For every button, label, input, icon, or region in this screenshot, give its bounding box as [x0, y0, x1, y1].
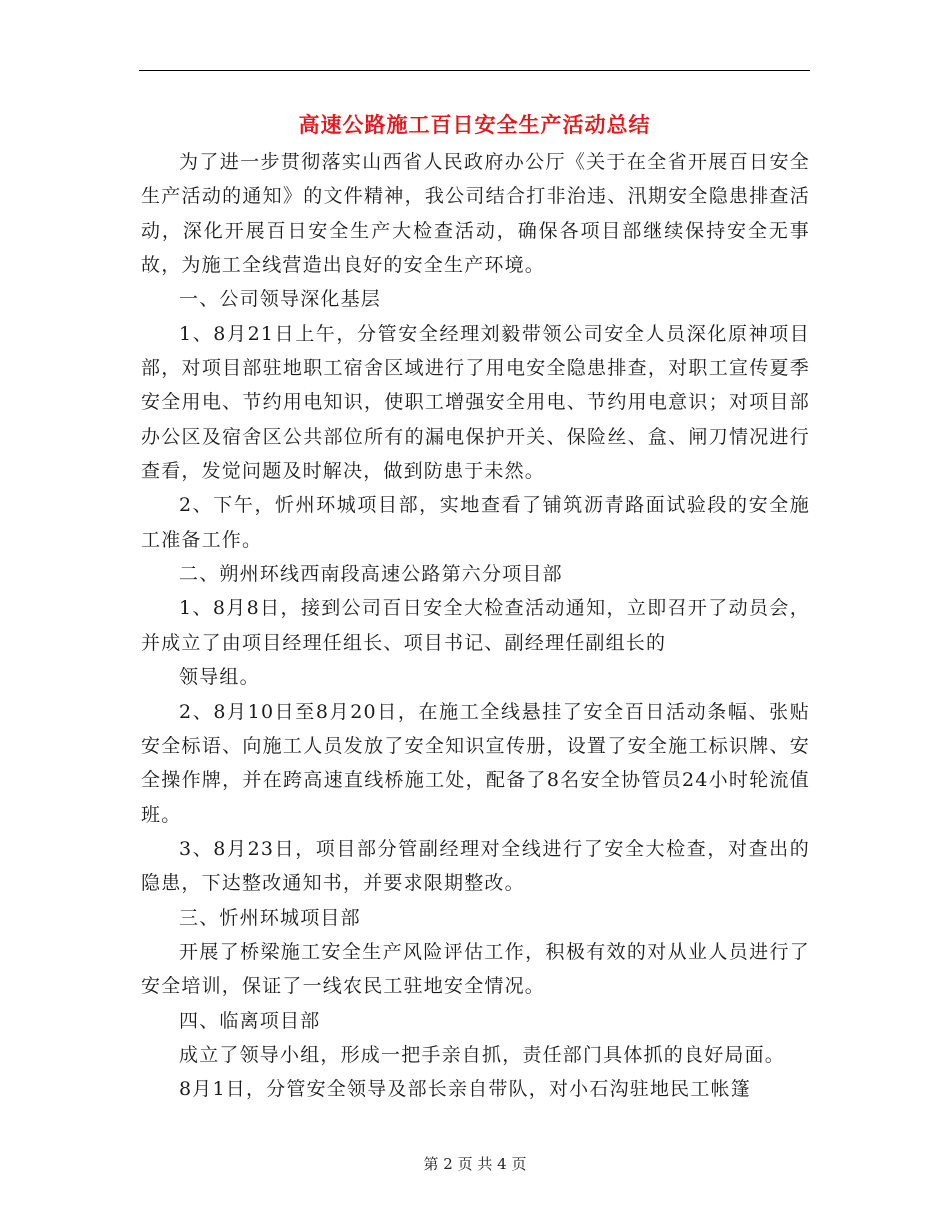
paragraph-2-3: 3、8月23日，项目部分管副经理对全线进行了安全大检查，对查出的隐患，下达整改通知书，并要求限期整改。	[141, 837, 810, 895]
document-body	[141, 145, 810, 1107]
paragraph-1-2: 2、下午，忻州环城项目部，实地查看了铺筑沥青路面试验段的安全施工准备工作。	[141, 494, 810, 551]
paragraph-2-1: 1、8月8日，接到公司百日安全大检查活动通知，立即召开了动员会，并成立了由项目经理任组长、项目书记、副经理任副组长的	[141, 597, 810, 654]
paragraph-4-2: 8月1日，分管安全领导及部长亲自带队，对小石沟驻地民工帐篷	[179, 1078, 751, 1101]
section-heading-4: 四、临离项目部	[179, 1009, 321, 1032]
paragraph-2-1-cont: 领导组。	[179, 666, 260, 689]
document-title: 高速公路施工百日安全生产活动总结	[298, 112, 651, 137]
header-rule	[139, 70, 810, 71]
paragraph-3-1: 开展了桥梁施工安全生产风险评估工作，积极有效的对从业人员进行了安全培训，保证了一线农民工驻地安全情况。	[141, 940, 810, 998]
paragraph-2-2: 2、8月10日至8月20日，在施工全线悬挂了安全百日活动条幅、张贴安全标语、向施工人员发放了安全知识宣传册，设置了安全施工标识牌、安全操作牌，并在跨高速直线桥施工处，配备了8名安全协管员24小时轮流值班。	[141, 700, 810, 826]
page-footer	[0, 1152, 950, 1176]
section-heading-2: 二、朔州环线西南段高速公路第六分项目部	[179, 563, 563, 586]
paragraph-intro: 为了进一步贯彻落实山西省人民政府办公厅《关于在全省开展百日安全生产活动的通知》的文件精神，我公司结合打非治违、汛期安全隐患排查活动，深化开展百日安全生产大检查活动，确保各项目部继续保持安全无事故，为施工全线营造出良好的安全生产环境。	[141, 151, 810, 277]
paragraph-1-1: 1、8月21日上午，分管安全经理刘毅带领公司安全人员深化原神项目部，对项目部驻地职工宿舍区域进行了用电安全隐患排查，对职工宣传夏季安全用电、节约用电知识，使职工增强安全用电、节约用电意识；对项目部办公区及宿舍区公共部位所有的漏电保护开关、保险丝、盒、闸刀情况进行查看，发觉问题及时解决，做到防患于未然。	[141, 322, 810, 483]
section-heading-1: 一、公司领导深化基层	[179, 288, 382, 311]
section-heading-3: 三、忻州环城项目部	[179, 906, 361, 929]
page-number-label: 第 2 页 共 4 页	[423, 1155, 527, 1173]
paragraph-4-1: 成立了领导小组，形成一把手亲自抓，责任部门具体抓的良好局面。	[179, 1043, 786, 1066]
